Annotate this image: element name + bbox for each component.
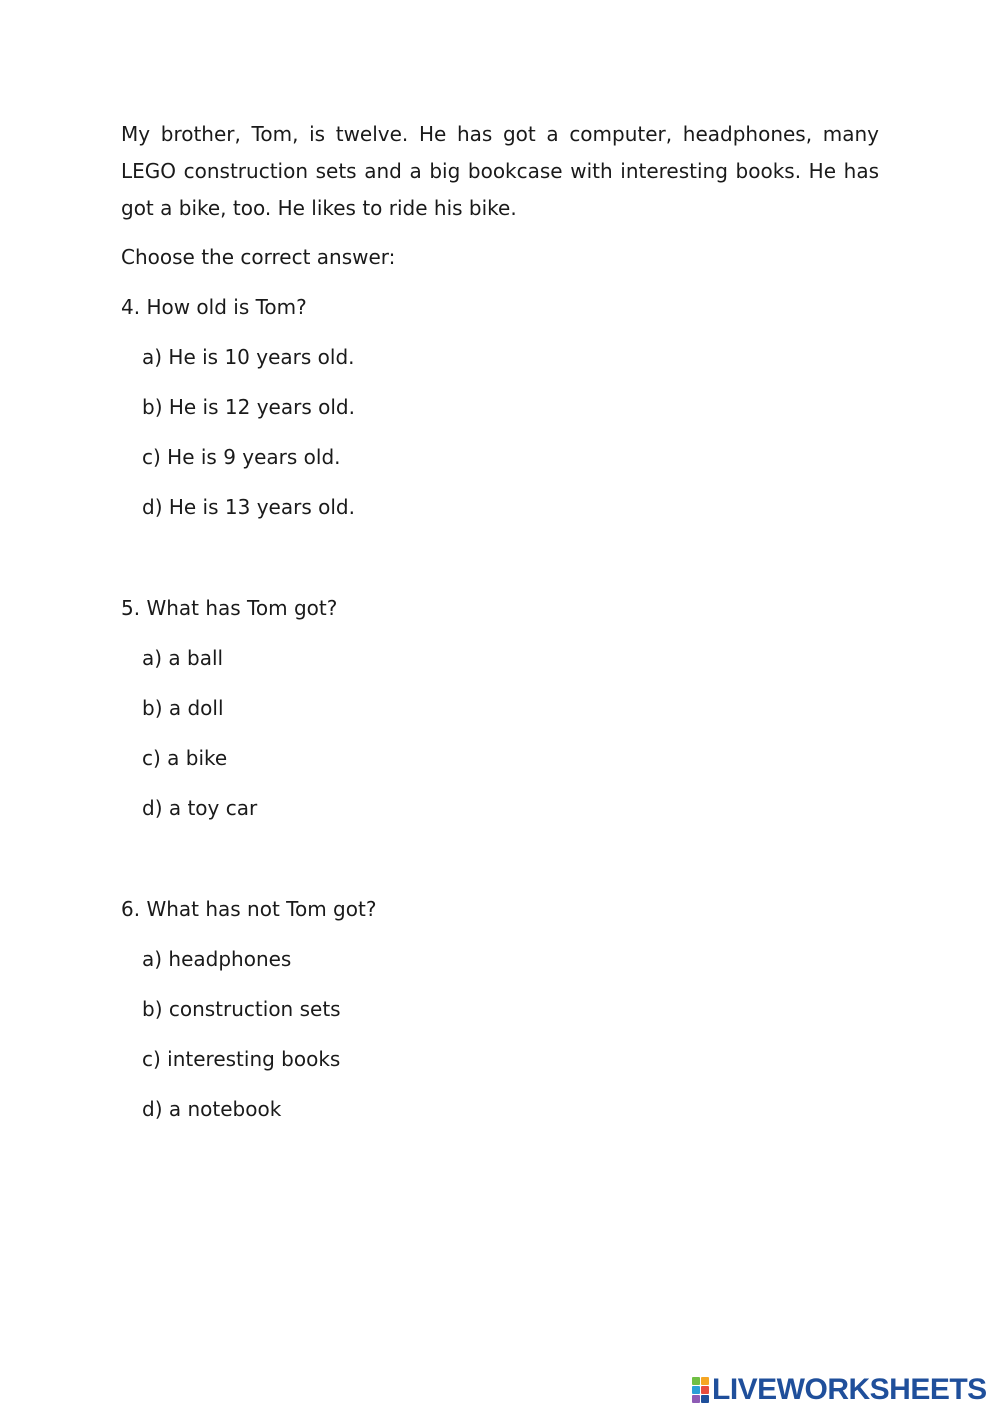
logo-mark-cell bbox=[701, 1377, 709, 1385]
question-5-option-c[interactable]: c) a bike bbox=[142, 746, 228, 770]
instruction-text: Choose the correct answer: bbox=[121, 245, 396, 269]
question-4-option-c[interactable]: c) He is 9 years old. bbox=[142, 445, 341, 469]
question-6-option-b[interactable]: b) construction sets bbox=[142, 997, 341, 1021]
logo-mark-cell bbox=[701, 1395, 709, 1403]
question-5: 5. What has Tom got? bbox=[121, 596, 338, 620]
logo-text: LIVEWORKSHEETS bbox=[712, 1373, 987, 1406]
logo-mark-cell bbox=[692, 1377, 700, 1385]
question-4-option-b[interactable]: b) He is 12 years old. bbox=[142, 395, 355, 419]
question-6-option-d[interactable]: d) a notebook bbox=[142, 1097, 282, 1121]
question-6-option-a[interactable]: a) headphones bbox=[142, 947, 292, 971]
reading-passage: My brother, Tom, is twelve. He has got a computer, headphones, many LEGO construction sets and a big bookcase with interesting books. He has got a bike, too. He likes to ride his bike. bbox=[121, 122, 879, 220]
question-5-option-b[interactable]: b) a doll bbox=[142, 696, 224, 720]
question-6: 6. What has not Tom got? bbox=[121, 897, 377, 921]
question-5-option-a[interactable]: a) a ball bbox=[142, 646, 224, 670]
question-4-option-a[interactable]: a) He is 10 years old. bbox=[142, 345, 355, 369]
logo-mark-cell bbox=[701, 1386, 709, 1394]
question-4: 4. How old is Tom? bbox=[121, 295, 307, 319]
question-4-option-d[interactable]: d) He is 13 years old. bbox=[142, 495, 355, 519]
liveworksheets-logo bbox=[692, 1374, 987, 1406]
logo-mark-cell bbox=[692, 1395, 700, 1403]
logo-mark-cell bbox=[692, 1386, 700, 1394]
logo-mark-icon bbox=[692, 1377, 709, 1403]
question-5-option-d[interactable]: d) a toy car bbox=[142, 796, 258, 820]
question-6-option-c[interactable]: c) interesting books bbox=[142, 1047, 341, 1071]
